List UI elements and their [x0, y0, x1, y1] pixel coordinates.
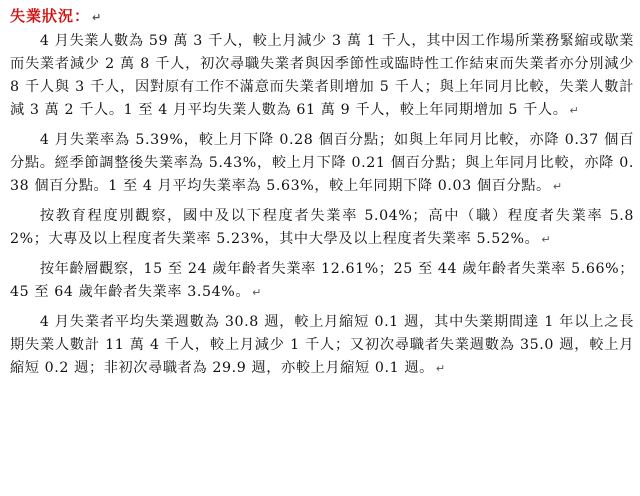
paragraph-mark-icon: ↵: [435, 362, 446, 375]
paragraph-by-age: [10, 258, 634, 304]
paragraph-text: 按年齡層觀察，15 至 24 歲年齡者失業率 12.61%；25 至 44 歲年齡者失業率 5.66%；45 至 64 歲年齡者失業率 3.54%。: [10, 261, 634, 300]
paragraph-text: 4 月失業人數為 59 萬 3 千人，較上月減少 3 萬 1 千人，其中因工作場所業務緊縮或歇業而失業者減少 2 萬 8 千人，初次尋職失業者與因季節性或臨時性工作結束而失業者亦分別減少 8 千人與 3 千人，因對原有工作不滿意而失業者則增加 5 千人；與上年同月比較，失業人數計減 3 萬 2 千人。1 至 4 月平均失業人數為 61 萬 9 千人，較上年同期增加 5 千人。: [10, 33, 634, 118]
section-heading: [10, 6, 634, 26]
paragraph-text: 按教育程度別觀察，國中及以下程度者失業率 5.04%；高中（職）程度者失業率 5.82%；大專及以上程度者失業率 5.23%，其中大學及以上程度者失業率 5.52%。: [10, 208, 634, 247]
paragraph-mark-icon: ↵: [252, 286, 262, 299]
paragraph-mark-icon: ↵: [552, 180, 563, 193]
paragraph-by-education: [10, 205, 634, 251]
paragraph-unemployment-duration: [10, 311, 634, 380]
paragraph-text: 4 月失業率為 5.39%，較上月下降 0.28 個百分點；如與上年同月比較，亦降 0.37 個百分點。經季節調整後失業率為 5.43%，較上月下降 0.21 個百分點；與上年同月比較，亦降 0.38 個百分點。1 至 4 月平均失業率為 5.63%，較上年同期下降 0.03 個百分點。: [10, 132, 634, 194]
paragraph-unemployment-rate: [10, 129, 634, 198]
paragraph-text: 4 月失業者平均失業週數為 30.8 週，較上月縮短 0.1 週，其中失業期間達 1 年以上之長期失業人數計 11 萬 4 千人，較上月減少 1 千人；又初次尋職者失業週數為 35.0 週，較上月縮短 0.2 週；非初次尋職者為 29.9 週，亦較上月縮短 0.1 週。: [10, 314, 634, 376]
paragraph-mark-icon: ↵: [569, 104, 579, 117]
paragraph-mark-icon: ↵: [541, 233, 551, 246]
paragraph-mark-icon: ↵: [92, 11, 102, 24]
paragraph-unemployed-persons: [10, 30, 634, 122]
heading-text: 失業狀況：: [10, 7, 91, 25]
